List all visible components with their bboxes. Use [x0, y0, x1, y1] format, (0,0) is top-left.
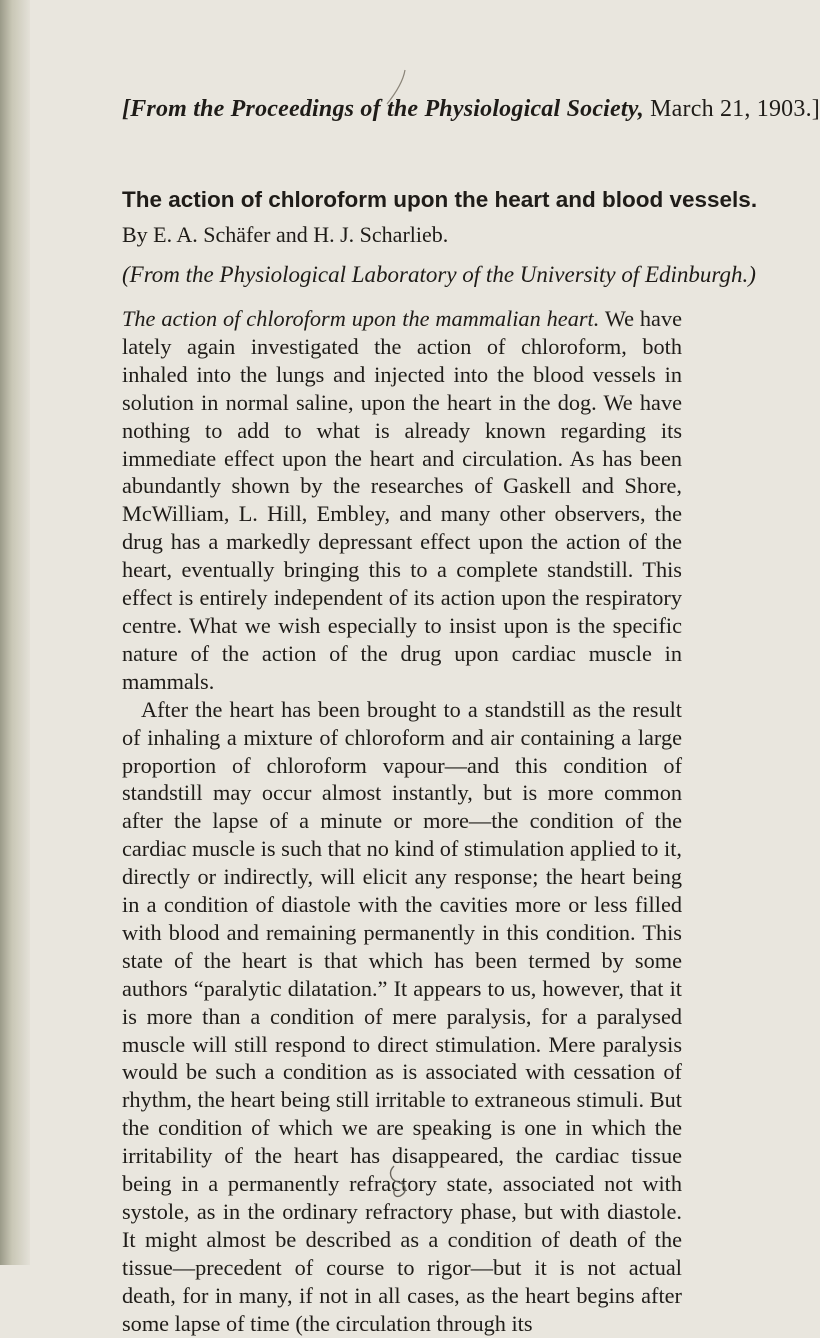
paragraph-2: After the heart has been brought to a standstill as the result of inhaling a mixture of chloroform and air containing a large proportion of chloroform vapour—and this condition of standstill may occur almost instantly, but is more common after the lapse of a minute or more—the condition of the cardiac muscle is such that no kind of stimulation applied to it, directly or indirectly, will elicit any response; the heart being in a condition of diastole with the cavities more or less filled with blood and remaining permanently in this condition. This state of the heart is that which has been termed by some authors “paralytic dilatation.” It appears to us, however, that it is more than a condition of mere paralysis, for a paralysed muscle will still respond to direct stimulation. Mere paralysis would be such a condition as is associated with cessation of rhythm, the heart being still irritable to extraneous stimuli. But the condition of which we are speaking is one in which the irritability of the heart has disappeared, the cardiac tissue being in a permanently refractory state, associated not with systole, as in the ordinary refractory phase, but with diastole. It might almost be described as a condition of death of the tissue—precedent of course to rigor—but it is not actual death, for in many, if not in all cases, as the heart begins after some lapse of time (the circulation through its [122, 696, 682, 1336]
source-citation: [From the Proceedings of the Physiological Society, [122, 96, 644, 122]
source-header [122, 96, 820, 123]
page-footer-mark [386, 1160, 414, 1200]
article-authors: By E. A. Schäfer and H. J. Scharlieb. [122, 222, 449, 247]
paragraph-1-text: We have lately again investigated the action of chloroform, both inhaled into the lungs and injected into the blood vessels in solution in normal saline, upon the heart in the dog. We have nothing to add to what is already known regarding its immediate effect upon the heart and circulation. As has been abundantly shown by the researches of Gaskell and Shore, McWilliam, L. Hill, Embley, and many other observers, the drug has a markedly depressant effect upon the action of the heart, eventually bringing this to a complete standstill. This effect is entirely independent of its action upon the respiratory centre. What we wish especially to insist upon is the specific nature of the action of the drug upon cardiac muscle in mammals. [122, 306, 682, 694]
source-date: March 21, 1903.] [643, 96, 820, 122]
article-affiliation: (From the Physiological Laboratory of the University of Edinburgh.) [122, 262, 756, 287]
article-title: The action of chloroform upon the heart and blood vessels. [122, 187, 758, 212]
paragraph-1-lead: The action of chloroform upon the mammalian heart. [122, 306, 600, 331]
paragraph-1 [122, 305, 682, 696]
